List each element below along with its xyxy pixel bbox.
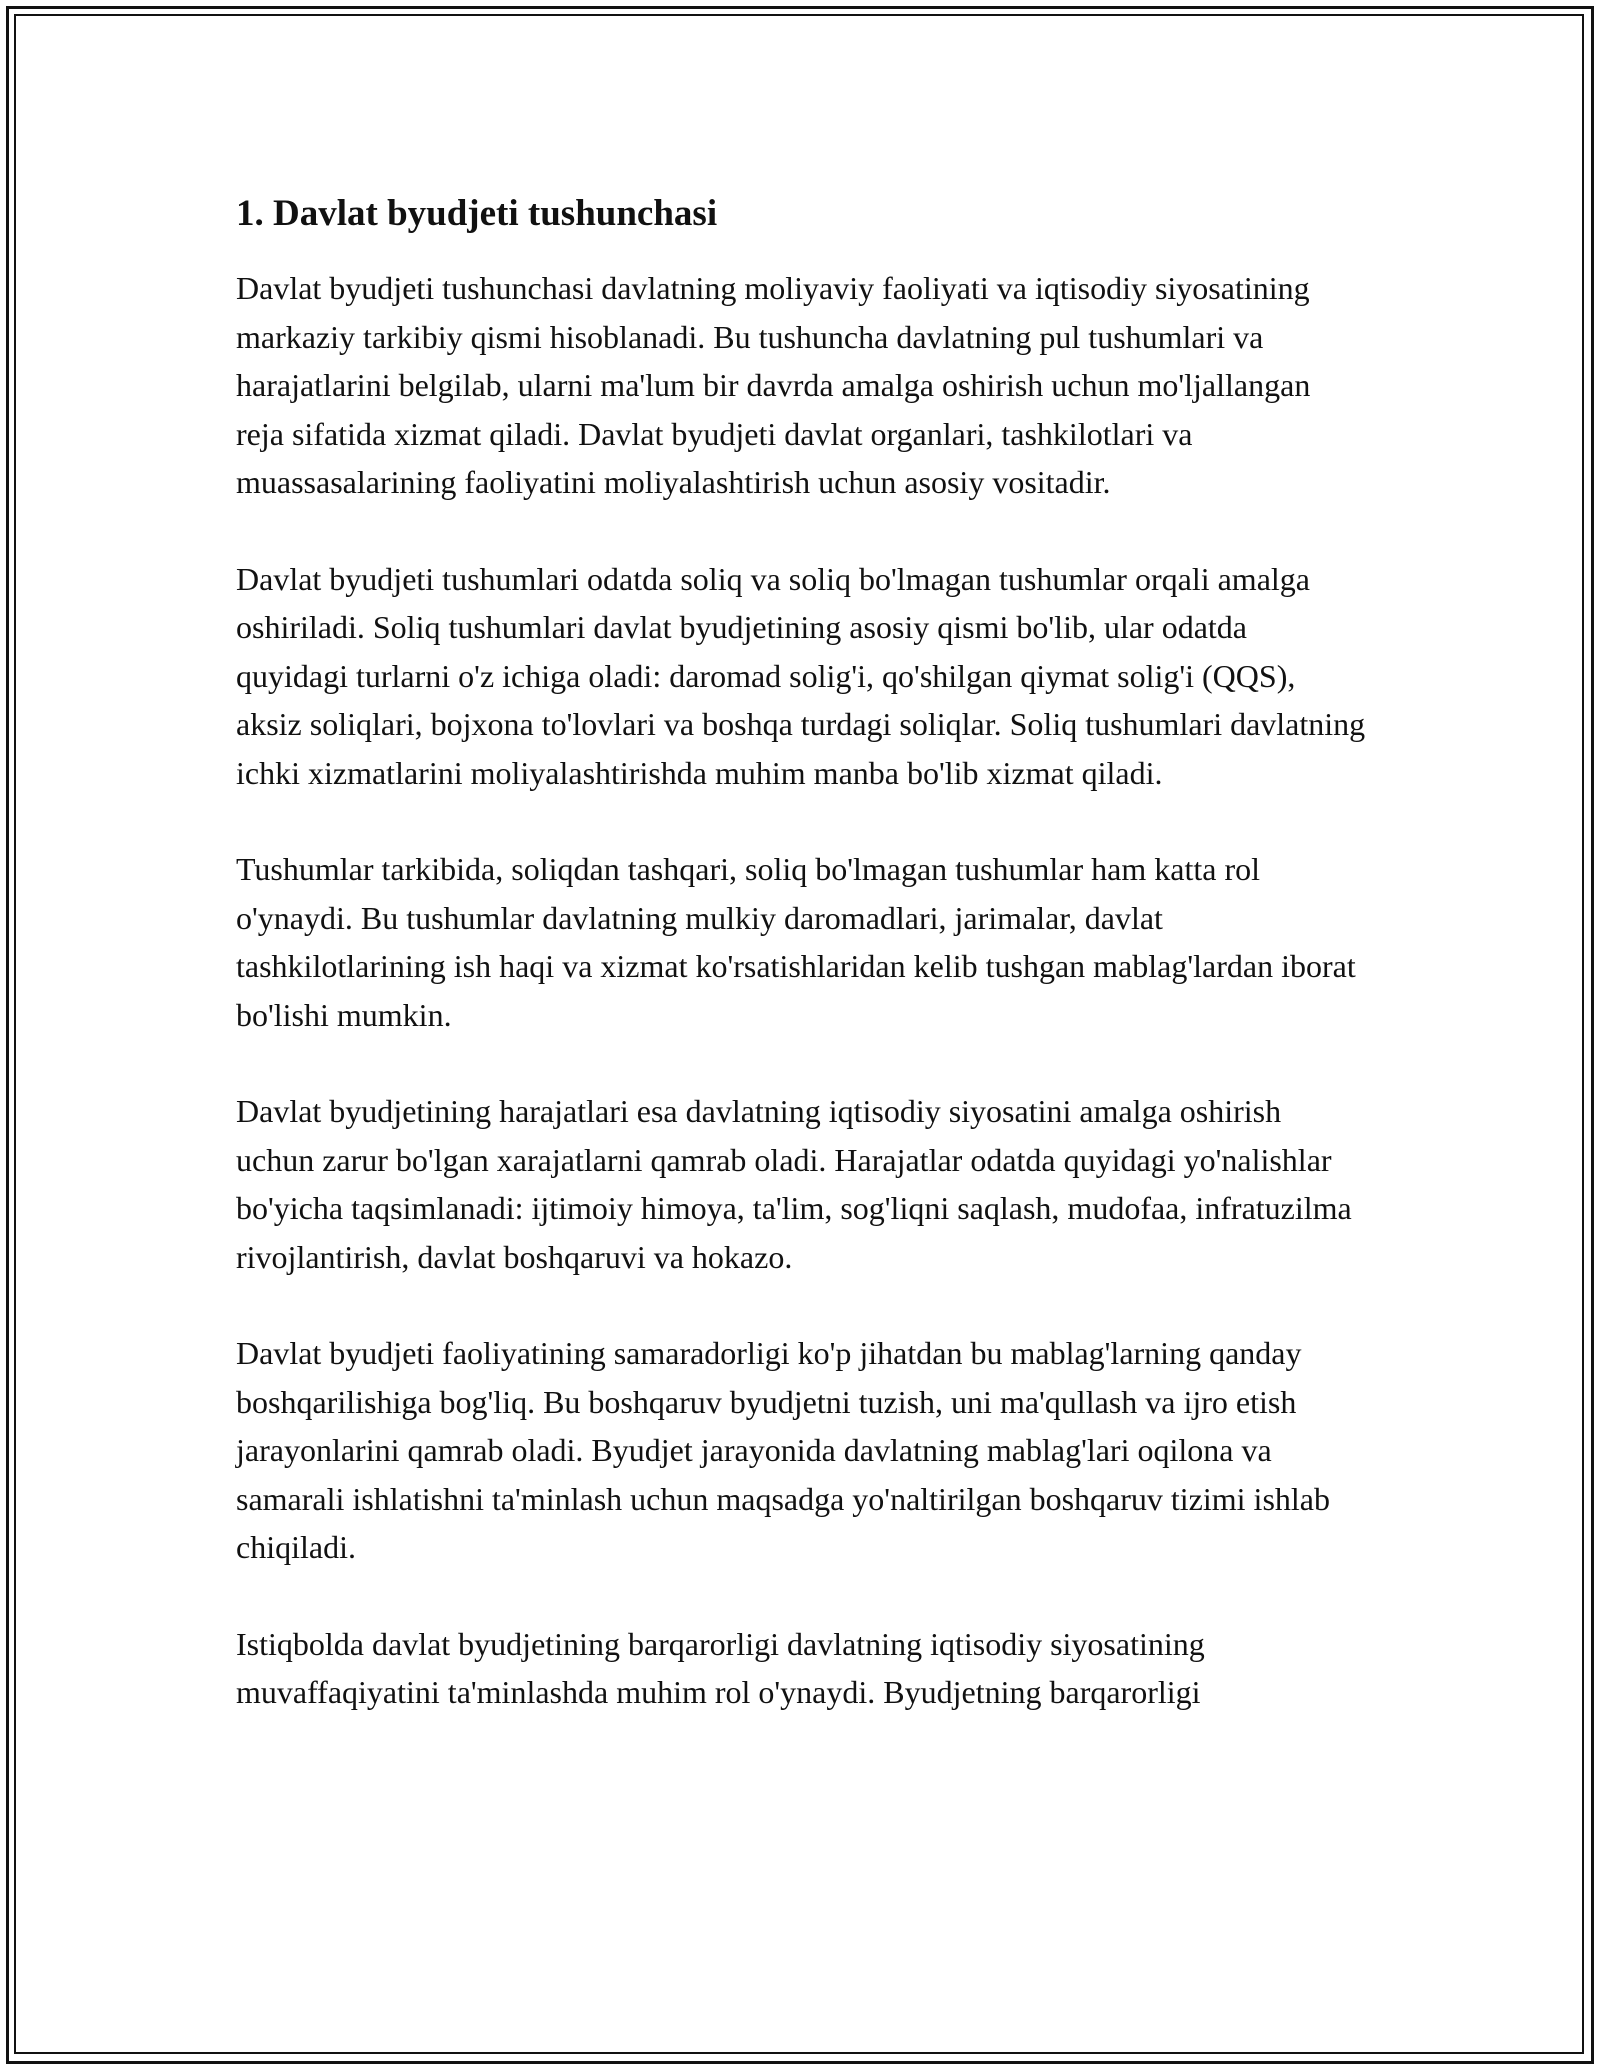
paragraph-budget-management: Davlat byudjeti faoliyatining samaradorligi ko'p jihatdan bu mablag'larning qanday boshqarilishiga bog'liq. Bu boshqaruv byudjetni tuzish, uni ma'qullash va ijro etish jarayonlarini qamrab oladi. Byudjet jarayonida davlatning mablag'lari oqilona va samarali ishlatishni ta'minlash uchun maqsadga yo'naltirilgan boshqaruv tizimi ishlab chiqiladi. bbox=[236, 1335, 1330, 1565]
paragraph-non-tax-revenues: Tushumlar tarkibida, soliqdan tashqari, soliq bo'lmagan tushumlar ham katta rol o'ynaydi. Bu tushumlar davlatning mulkiy daromadlari, jarimalar, davlat tashkilotlarining ish haqi va xizmat ko'rsatishlaridan kelib tushgan mablag'lardan iborat bo'lishi mumkin. bbox=[236, 851, 1356, 1033]
paragraph-budget-expenditures: Davlat byudjetining harajatlari esa davlatning iqtisodiy siyosatini amalga oshirish uchun zarur bo'lgan xarajatlarni qamrab oladi. Harajatlar odatda quyidagi yo'nalishlar bo'yicha taqsimlanadi: ijtimoiy himoya, ta'lim, sog'liqni saqlash, mudofaa, infratuzilma rivojlantirish, davlat boshqaruvi va hokazo. bbox=[236, 1093, 1352, 1275]
paragraph-budget-stability: Istiqbolda davlat byudjetining barqarorligi davlatning iqtisodiy siyosatining muvaffaqiyatini ta'minlashda muhim rol o'ynaydi. Byudjetning barqarorligi bbox=[236, 1625, 1205, 1710]
paragraph-budget-concept: Davlat byudjeti tushunchasi davlatning moliyaviy faoliyati va iqtisodiy siyosatining markaziy tarkibiy qismi hisoblanadi. Bu tushuncha davlatning pul tushumlari va harajatlarini belgilab, ularni ma'lum bir davrda amalga oshirish uchun mo'ljallangan reja sifatida xizmat qiladi. Davlat byudjeti davlat organlari, tashkilotlari va muassasalarining faoliyatini moliyalashtirish uchun asosiy vositadir. bbox=[236, 270, 1311, 500]
document-body bbox=[236, 186, 1366, 1717]
paragraph-budget-revenues: Davlat byudjeti tushumlari odatda soliq va soliq bo'lmagan tushumlar orqali amalga oshiriladi. Soliq tushumlari davlat byudjetining asosiy qismi bo'lib, ular odatda quyidagi turlarni o'z ichiga oladi: daromad solig'i, qo'shilgan qiymat solig'i (QQS), aksiz soliqlari, bojxona to'lovlari va boshqa turdagi soliqlar. Soliq tushumlari davlatning ichki xizmatlarini moliyalashtirishda muhim manba bo'lib xizmat qiladi. bbox=[236, 560, 1366, 791]
section-heading: 1. Davlat byudjeti tushunchasi bbox=[236, 193, 718, 234]
